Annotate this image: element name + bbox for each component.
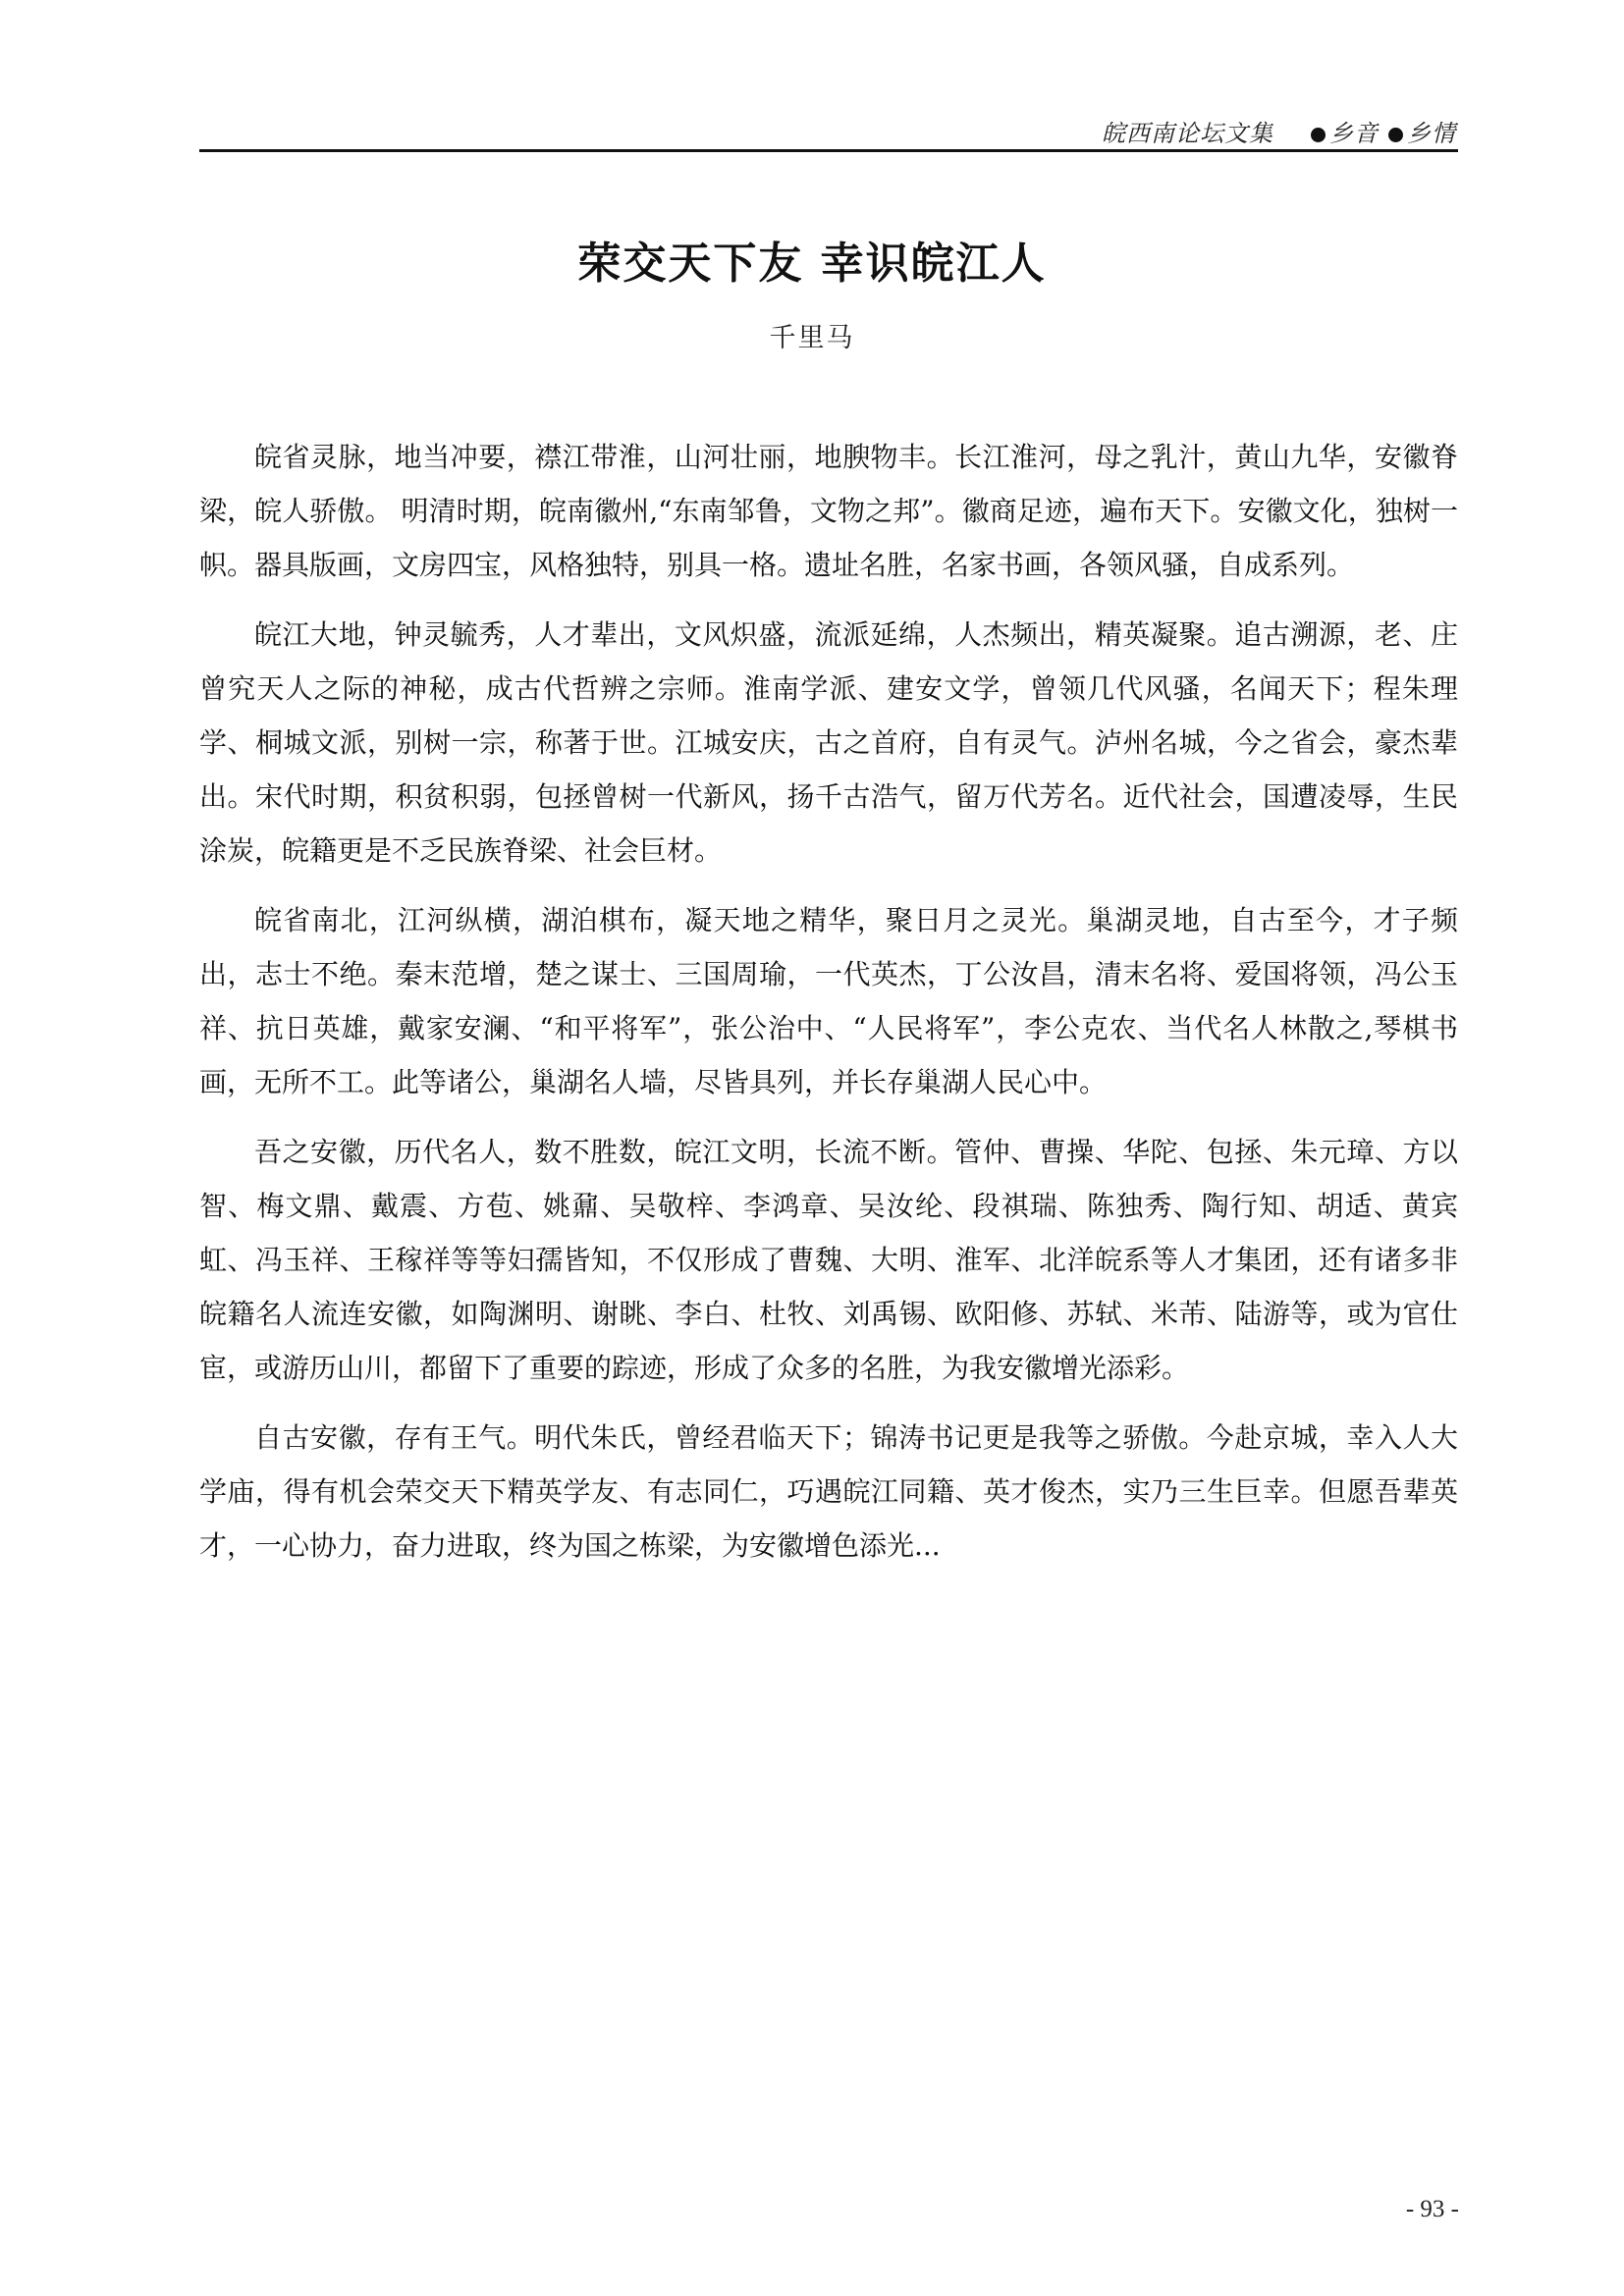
running-header-text — [1102, 114, 1456, 148]
section-label-part1: 乡音 — [1329, 120, 1379, 147]
bullet-dot-icon — [1311, 128, 1326, 142]
bullet-dot-icon — [1388, 128, 1403, 142]
page-number: - 93 - — [1405, 2196, 1459, 2222]
running-header — [199, 110, 1458, 152]
article-title: 荣交天下友 幸识皖江人 — [577, 239, 1047, 289]
body-paragraph: 皖省南北，江河纵横，湖泊棋布，凝天地之精华，聚日月之灵光。巢湖灵地，自古至今，才子频出，志士不绝。秦末范增，楚之谋士、三国周瑜，一代英杰，丁公汝昌，清末名将、爱国将领，冯公玉祥、抗日英雄，戴家安澜、“和平将军”，张公治中、“人民将军”，李公克农、当代名人林散之,琴棋书画，无所不工。此等诸公，巢湖名人墙，尽皆具列，并长存巢湖人民心中。 — [199, 904, 1458, 1098]
author-name: 千里马 — [769, 323, 855, 353]
body-paragraph: 自古安徽，存有王气。明代朱氏，曾经君临天下；锦涛书记更是我等之骄傲。今赴京城，幸入人大学庙，得有机会荣交天下精英学友、有志同仁，巧遇皖江同籍、英才俊杰，实乃三生巨幸。但愿吾辈英才，一心协力，奋力进取，终为国之栋梁，为安徽增色添光... — [199, 1421, 1458, 1562]
body-paragraph: 吾之安徽，历代名人，数不胜数，皖江文明，长流不断。管仲、曹操、华陀、包拯、朱元璋、方以智、梅文鼎、戴震、方苞、姚鼐、吴敬梓、李鸿章、吴汝纶、段祺瑞、陈独秀、陶行知、胡适、黄宾虹、冯玉祥、王稼祥等等妇孺皆知，不仅形成了曹魏、大明、淮军、北洋皖系等人才集团，还有诸多非皖籍名人流连安徽，如陶渊明、谢眺、李白、杜牧、刘禹锡、欧阳修、苏轼、米芾、陆游等，或为官仕宦，或游历山川，都留下了重要的踪迹，形成了众多的名胜，为我安徽增光添彩。 — [199, 1136, 1458, 1384]
section-label-part2: 乡情 — [1407, 120, 1456, 147]
collection-title: 皖西南论坛文集 — [1102, 120, 1273, 147]
article-body — [199, 430, 1458, 1588]
body-paragraph: 皖江大地，钟灵毓秀，人才辈出，文风炽盛，流派延绵，人杰频出，精英凝聚。追古溯源，老、庄曾究天人之际的神秘，成古代哲辨之宗师。淮南学派、建安文学，曾领几代风骚，名闻天下；程朱理学、桐城文派，别树一宗，称著于世。江城安庆，古之首府，自有灵气。泸州名城，今之省会，豪杰辈出。宋代时期，积贫积弱，包拯曾树一代新风，扬千古浩气，留万代芳名。近代社会，国遭凌辱，生民涂炭，皖籍更是不乏民族脊梁、社会巨材。 — [199, 618, 1458, 867]
body-paragraph: 皖省灵脉，地当冲要，襟江带淮，山河壮丽，地腴物丰。长江淮河，母之乳汁，黄山九华，安徽脊梁，皖人骄傲。 明清时期，皖南徽州,“东南邹鲁，文物之邦”。徽商足迹，遍布天下。安徽文化，独树一帜。器具版画，文房四宝，风格独特，别具一格。遗址名胜，名家书画，各领风骚，自成系列。 — [199, 441, 1458, 581]
